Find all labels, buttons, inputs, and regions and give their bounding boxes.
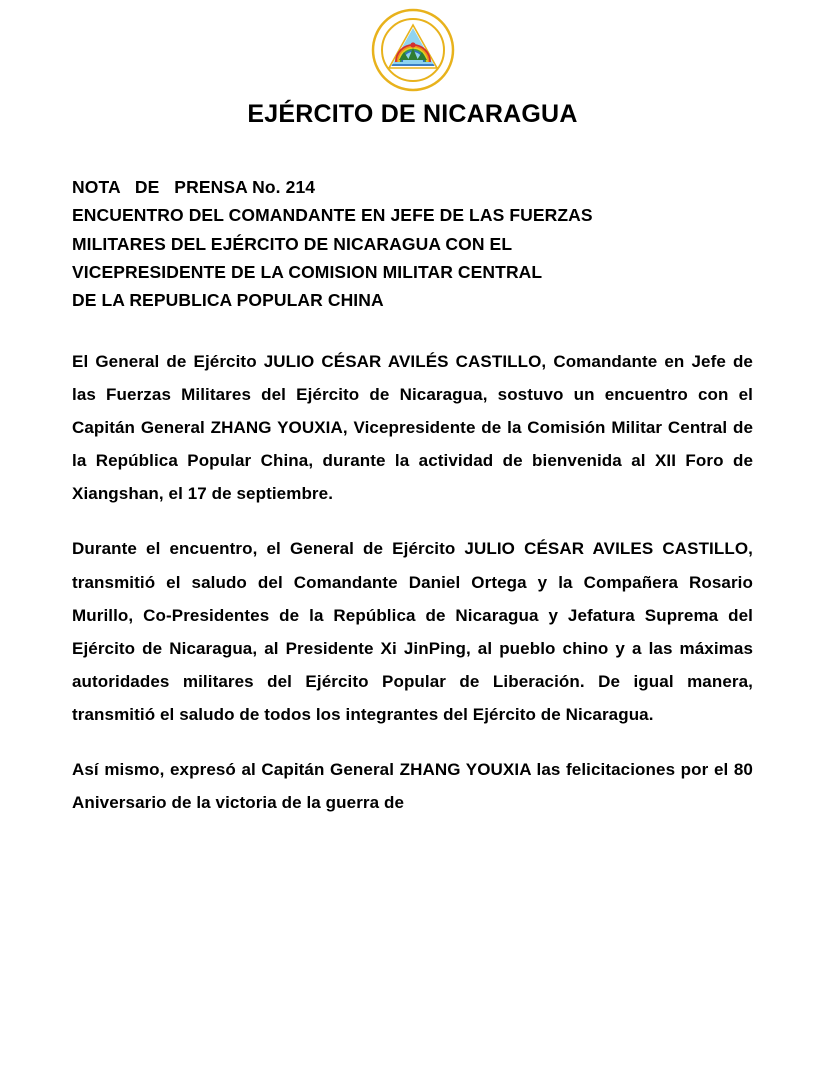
heading-line: ENCUENTRO DEL COMANDANTE EN JEFE DE LAS FUERZAS	[72, 205, 593, 226]
body-paragraph: Así mismo, expresó al Capitán General ZHANG YOUXIA las felicitaciones por el 80 Aniversario de la victoria de la guerra de	[72, 760, 753, 813]
heading-line: VICEPRESIDENTE DE LA COMISION MILITAR CENTRAL	[72, 262, 543, 283]
press-release-body	[72, 345, 753, 820]
page-title: EJÉRCITO DE NICARAGUA	[247, 100, 578, 128]
nicaragua-coat-of-arms-icon	[371, 8, 455, 92]
body-paragraph: El General de Ejército JULIO CÉSAR AVILÉS CASTILLO, Comandante en Jefe de las Fuerzas Militares del Ejército de Nicaragua, sostuvo un encuentro con el Capitán General ZHANG YOUXIA, Vicepresidente de la Comisión Militar Central de la República Popular China, durante la actividad de bienvenida al XII Foro de Xiangshan, el 17 de septiembre.	[72, 351, 753, 504]
heading-line: NOTA DE PRENSA No. 214	[72, 177, 316, 197]
heading-line: DE LA REPUBLICA POPULAR CHINA	[72, 290, 384, 311]
emblem-container	[72, 0, 753, 94]
heading-line: MILITARES DEL EJÉRCITO DE NICARAGUA CON EL	[72, 233, 513, 254]
body-paragraph: Durante el encuentro, el General de Ejército JULIO CÉSAR AVILES CASTILLO, transmitió el saludo del Comandante Daniel Ortega y la Compañera Rosario Murillo, Co-Presidentes de la República de Nicaragua y Jefatura Suprema del Ejército de Nicaragua, al Presidente Xi JinPing, al pueblo chino y a las máximas autoridades militares del Ejército Popular de Liberación. De igual manera, transmitió el saludo de todos los integrantes del Ejército de Nicaragua.	[72, 539, 753, 725]
press-release-heading	[72, 173, 753, 315]
